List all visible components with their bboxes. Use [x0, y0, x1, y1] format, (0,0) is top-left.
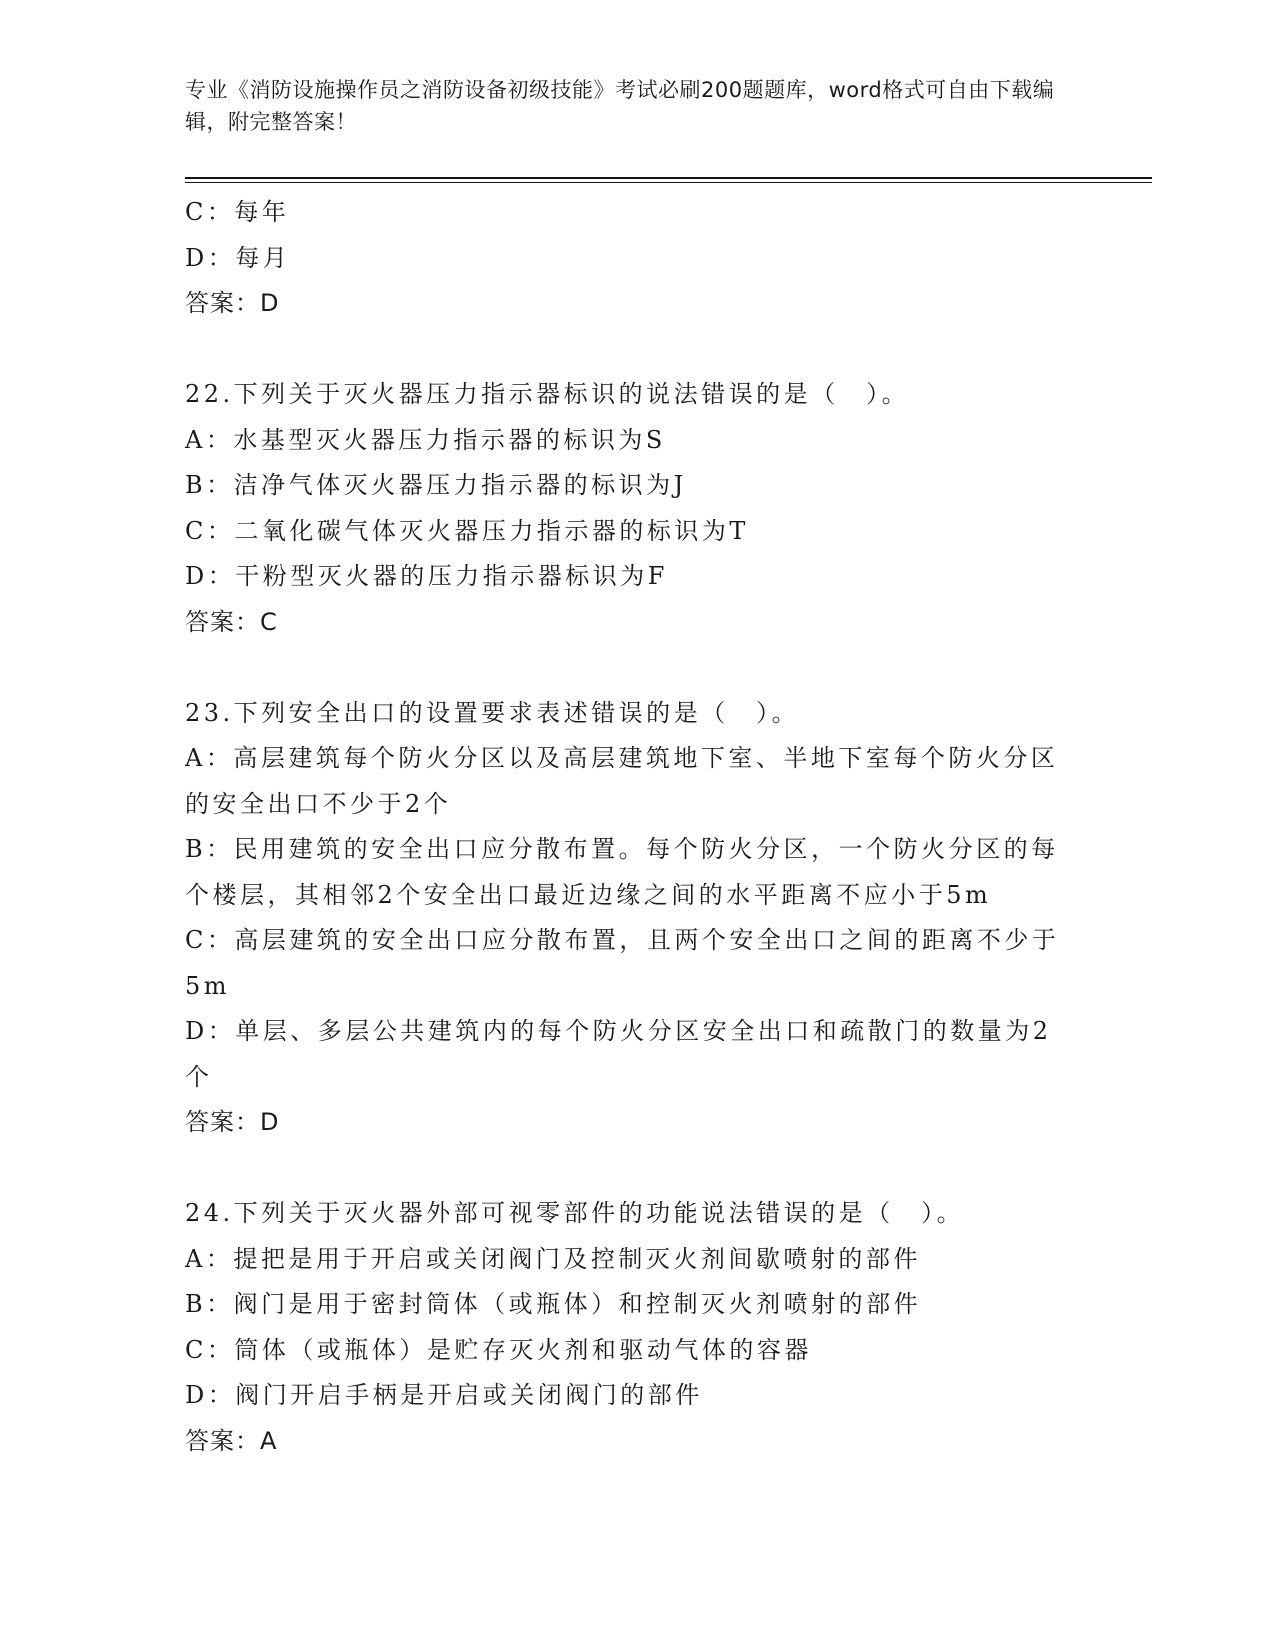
answer-line: 答案：A: [185, 1426, 278, 1455]
header-title: 专业《消防设施操作员之消防设备初级技能》考试必刷200题题库，word格式可自由下载编辑，附完整答案！: [185, 78, 1055, 134]
option-d: D：每月: [185, 243, 291, 272]
previous-question-tail: [185, 190, 1075, 327]
question-stem: 22.下列关于灭火器压力指示器标识的说法错误的是（ ）。: [185, 380, 910, 408]
option-d: D：干粉型灭火器的压力指示器标识为F: [185, 562, 668, 590]
option-d: D：单层、多层公共建筑内的每个防火分区安全出口和疏散门的数量为2个: [185, 1017, 1052, 1091]
option-a: A：高层建筑每个防火分区以及高层建筑地下室、半地下室每个防火分区的安全出口不少于2个: [185, 744, 1059, 818]
option-a: A：水基型灭火器压力指示器的标识为S: [185, 425, 666, 454]
option-b: B：民用建筑的安全出口应分散布置。每个防火分区，一个防火分区的每个楼层，其相邻2个安全出口最近边缘之间的水平距离不应小于5m: [185, 835, 1059, 909]
answer-line: 答案：C: [185, 607, 278, 636]
question-23: [185, 691, 1075, 1146]
answer-line: 答案：D: [185, 1108, 280, 1136]
document-header: [185, 74, 1065, 138]
option-a: A：提把是用于开启或关闭阀门及控制灭火剂间歇喷射的部件: [185, 1244, 921, 1273]
question-22: [185, 372, 1075, 645]
answer-line: 答案：D: [185, 289, 280, 317]
option-c: C：每年: [185, 198, 290, 226]
option-b: B：洁净气体灭火器压力指示器的标识为J: [185, 471, 687, 499]
question-24: [185, 1191, 1075, 1464]
spacer: [185, 1146, 1075, 1192]
question-stem: 24.下列关于灭火器外部可视零部件的功能说法错误的是（ ）。: [185, 1199, 965, 1227]
spacer: [185, 327, 1075, 373]
header-rule-thick: [185, 177, 1152, 179]
option-c: C：高层建筑的安全出口应分散布置，且两个安全出口之间的距离不少于5m: [185, 926, 1060, 1000]
header-rule-thin: [185, 182, 1152, 183]
option-c: C：筒体（或瓶体）是贮存灭火剂和驱动气体的容器: [185, 1335, 812, 1364]
spacer: [185, 645, 1075, 691]
option-c: C：二氧化碳气体灭火器压力指示器的标识为T: [185, 516, 749, 545]
option-b: B：阀门是用于密封筒体（或瓶体）和控制灭火剂喷射的部件: [185, 1290, 922, 1318]
option-d: D：阀门开启手柄是开启或关闭阀门的部件: [185, 1381, 703, 1409]
question-list: [185, 190, 1075, 1464]
question-stem: 23.下列安全出口的设置要求表述错误的是（ ）。: [185, 698, 800, 727]
